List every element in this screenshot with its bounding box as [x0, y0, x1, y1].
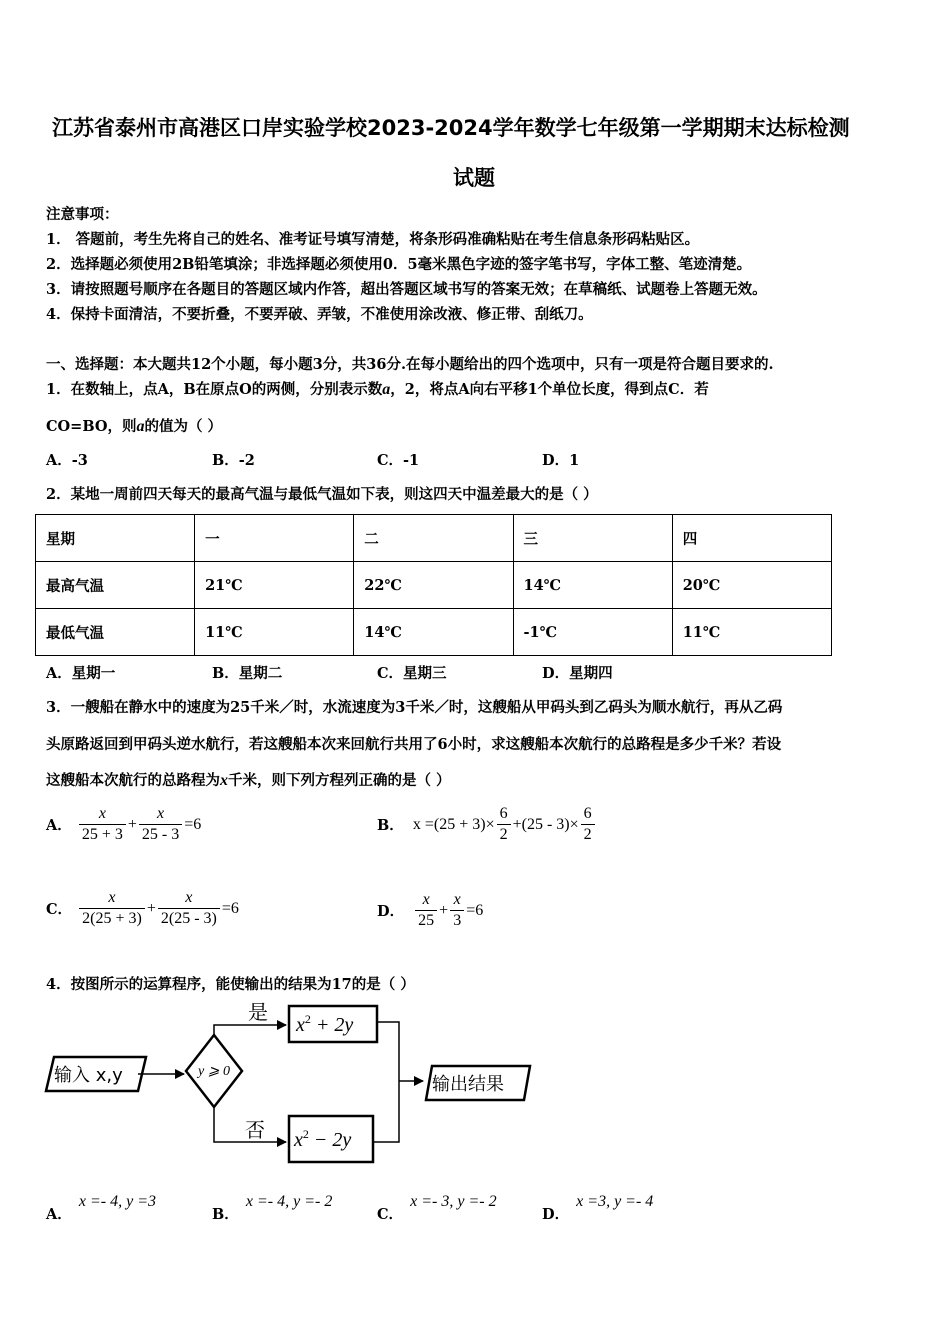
table-cell: 22℃: [354, 562, 513, 609]
table-row: [36, 515, 832, 562]
table-row: [36, 609, 832, 656]
q3-option-a: A． $\frac{x}{25 + 3}$ + $\frac{x}{25 - 3}$ =6: [46, 805, 202, 843]
section-heading: 一、选择题：本大题共12个小题，每小题3分，共36分.在每小题给出的四个选项中，只有一项是符合题目要求的.: [46, 356, 774, 373]
question-4-stem: 4．按图所示的运算程序，能使输出的结果为17的是（ ）: [46, 976, 415, 993]
table-cell: -1℃: [513, 609, 672, 656]
q3-option-c: C． $\frac{x}{2(25 + 3)}$ + $\frac{x}{2(25 - 3)}$ =6: [46, 889, 239, 927]
output-label: 输出结果: [432, 1074, 504, 1095]
table-cell: 21℃: [195, 562, 354, 609]
question-2-stem: 2．某地一周前四天每天的最高气温与最低气温如下表，则这四天中温差最大的是（ ）: [46, 486, 598, 503]
temperature-table: [35, 514, 832, 656]
table-cell: 三: [513, 515, 672, 562]
table-cell: 11℃: [195, 609, 354, 656]
q1-option-c: C．-1: [377, 452, 420, 469]
flowchart-diagram: [40, 995, 540, 1170]
q4-option-a: A． x =- 4, y =3: [46, 1193, 156, 1223]
table-cell: 一: [195, 515, 354, 562]
q1-option-d: D．1: [542, 452, 580, 469]
q2-option-b: B．星期二: [212, 665, 283, 682]
table-cell: 14℃: [354, 609, 513, 656]
condition-label: y ⩾ 0: [198, 1064, 230, 1079]
page-title-line2: 试题: [453, 166, 495, 190]
notice-item-2: 2．选择题必须使用2B铅笔填涂；非选择题必须使用0．5毫米黑色字迹的签字笔书写，字体工整、笔迹清楚。: [46, 256, 752, 273]
q1-option-b: B．-2: [212, 452, 255, 469]
input-label: 输入 x,y: [54, 1065, 123, 1086]
table-cell: 最高气温: [36, 562, 195, 609]
notice-item-4: 4．保持卡面清洁，不要折叠，不要弄破、弄皱，不准使用涂改液、修正带、刮纸刀。: [46, 306, 593, 323]
table-cell: 20℃: [672, 562, 831, 609]
q2-option-c: C．星期三: [377, 665, 447, 682]
q4-option-d: D． x =3, y =- 4: [542, 1193, 654, 1223]
table-cell: 14℃: [513, 562, 672, 609]
no-label: 否: [245, 1118, 265, 1142]
notice-heading: 注意事项：: [46, 206, 119, 223]
table-cell: 二: [354, 515, 513, 562]
notice-item-3: 3．请按照题号顺序在各题目的答题区域内作答，超出答题区域书写的答案无效；在草稿纸、试题卷上答题无效。: [46, 281, 767, 298]
table-row: [36, 562, 832, 609]
table-cell: 11℃: [672, 609, 831, 656]
question-3-line2: 头原路返回到甲码头逆水航行，若这艘船本次来回航行共用了6小时，求这艘船本次航行的总路程是多少千米？若设: [46, 736, 782, 753]
q1-option-a: A．-3: [46, 452, 88, 469]
table-cell: 星期: [36, 515, 195, 562]
table-cell: 最低气温: [36, 609, 195, 656]
top-expression: $x^2 + 2y$: [296, 1012, 354, 1036]
table-cell: 四: [672, 515, 831, 562]
notice-item-1: 1． 答题前，考生先将自己的姓名、准考证号填写清楚，将条形码准确粘贴在考生信息条形码粘贴区。: [46, 231, 700, 248]
yes-label: 是: [248, 1000, 268, 1024]
page-title: 江苏省泰州市高港区口岸实验学校2023-2024学年数学七年级第一学期期末达标检测: [52, 116, 850, 140]
q4-option-b: B． x =- 4, y =- 2: [212, 1193, 333, 1223]
question-3-line3: 这艘船本次航行的总路程为x千米，则下列方程列正确的是（ ）: [46, 772, 451, 789]
question-1-line2: CO=BO，则a的值为（ ）: [46, 418, 223, 435]
q2-option-d: D．星期四: [542, 665, 613, 682]
question-3-line1: 3．一艘船在静水中的速度为25千米／时，水流速度为3千米／时，这艘船从甲码头到乙码头为顺水航行，再从乙码: [46, 699, 783, 716]
bottom-expression: $x^2 - 2y$: [294, 1127, 352, 1151]
q4-option-c: C． x =- 3, y =- 2: [377, 1193, 497, 1223]
q2-option-a: A．星期一: [46, 665, 116, 682]
q3-option-b: B． x =(25 + 3)× $\frac{6}{2}$ +(25 - 3)× $\frac{6}{2}$: [377, 804, 597, 845]
question-1-line1: 1．在数轴上，点A，B在原点O的两侧，分别表示数a，2，将点A向右平移1个单位长度，得到点C．若: [46, 381, 709, 398]
q3-option-d: D． $\frac{x}{25}$ + $\frac{x}{3}$ =6: [377, 891, 484, 929]
yes-arrow: [214, 1025, 286, 1035]
